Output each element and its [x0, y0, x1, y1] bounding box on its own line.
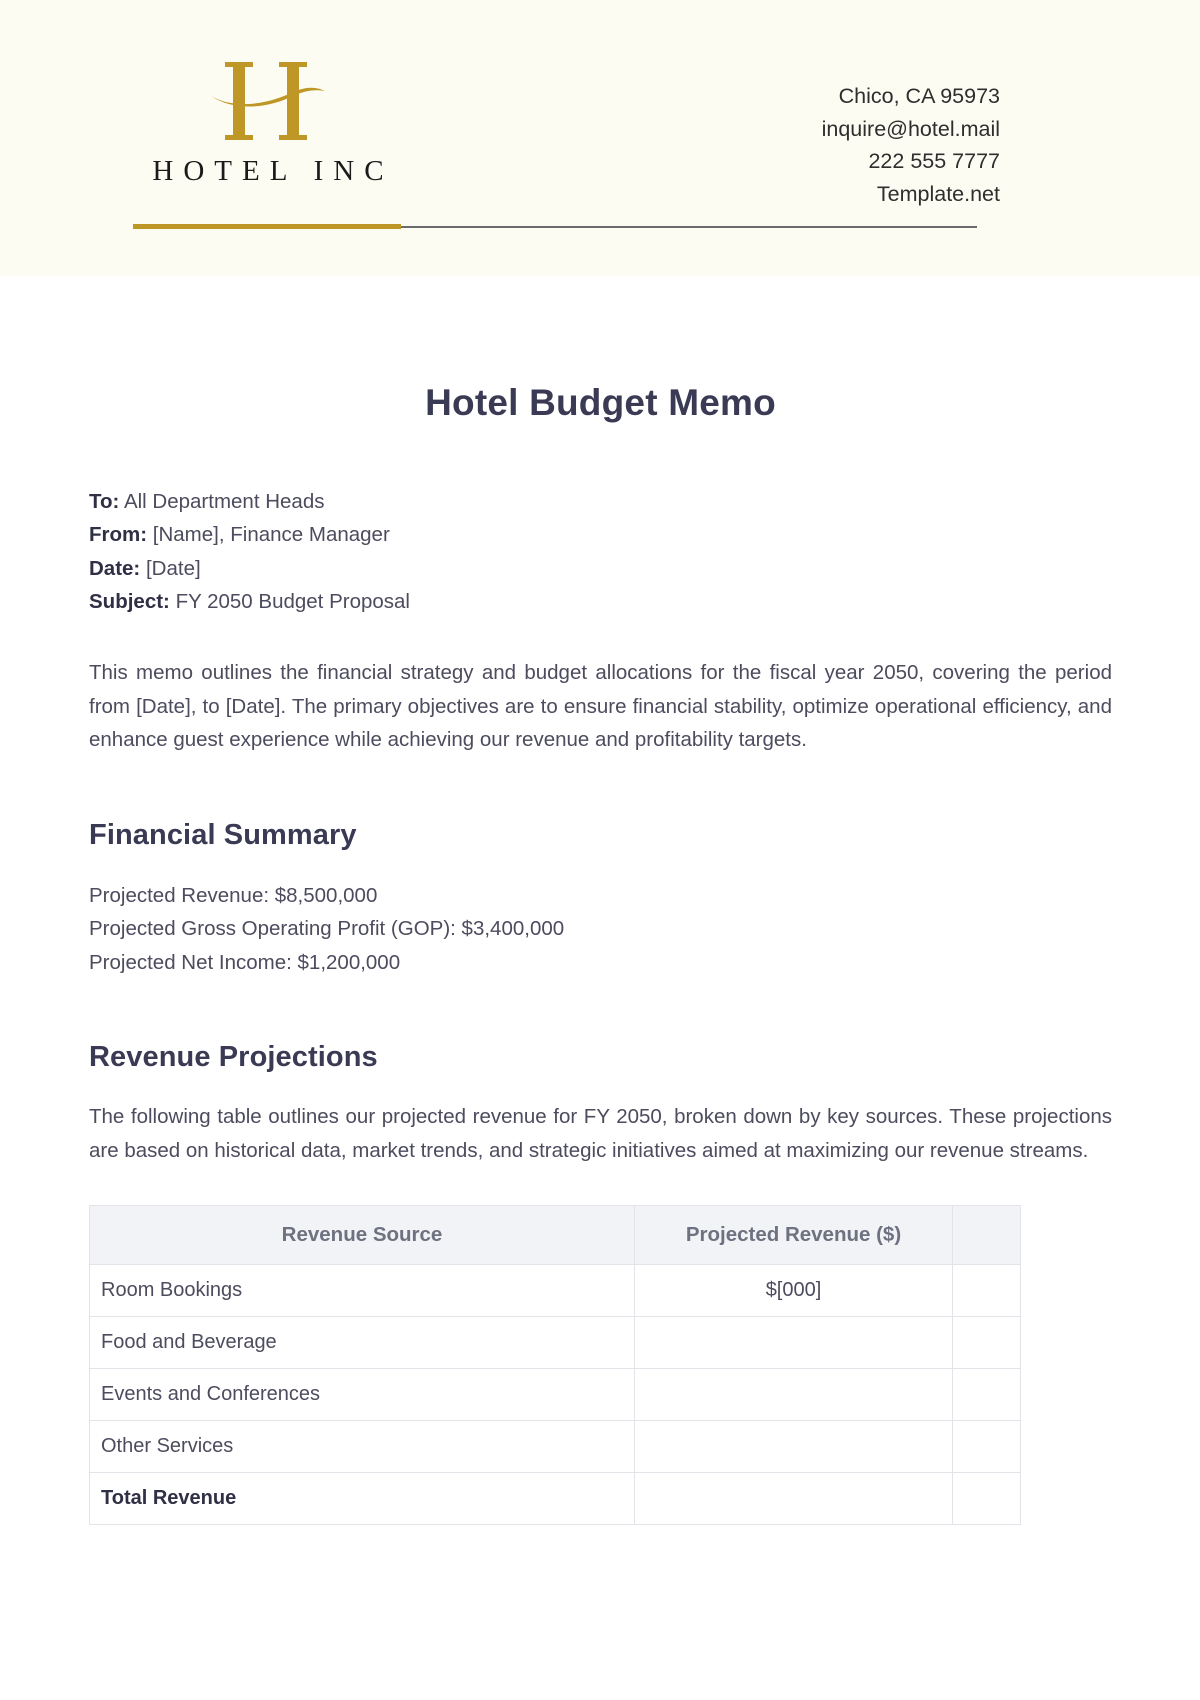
table-row: [90, 1317, 1021, 1369]
cell-revenue-source: Food and Beverage: [90, 1317, 635, 1369]
cell-projected-revenue: [635, 1421, 953, 1473]
financial-summary-lines: [89, 879, 1112, 980]
memo-field-to-label: To:: [89, 490, 120, 513]
hotel-monogram-icon: [209, 58, 327, 144]
table-body: [90, 1265, 1021, 1525]
letterhead-header: [0, 0, 1200, 276]
memo-field-subject: [89, 585, 1112, 618]
cell-spacer: [953, 1473, 1021, 1525]
memo-field-subject-label: Subject:: [89, 589, 170, 613]
table-row: [90, 1265, 1021, 1317]
summary-line-net-income: Projected Net Income: $1,200,000: [89, 950, 401, 974]
contact-block: [822, 80, 1000, 210]
contact-address: Chico, CA 95973: [838, 84, 1000, 108]
table-row: [90, 1369, 1021, 1421]
cell-revenue-source: Room Bookings: [90, 1265, 635, 1317]
memo-field-to-value: All Department Heads: [123, 490, 325, 513]
cell-revenue-source: Other Services: [90, 1421, 635, 1473]
page-title: Hotel Budget Memo: [425, 382, 776, 423]
intro-paragraph: This memo outlines the financial strategy and budget allocations for the fiscal year 2050, covering the period from [Date], to [Date]. The primary objectives are to ensure financial stability, optimize operational efficiency, and enhance guest experience while achieving our revenue and profitability targets.: [89, 661, 1112, 752]
cell-projected-revenue: [635, 1317, 953, 1369]
cell-projected-revenue: [635, 1369, 953, 1421]
column-header-revenue-source: Revenue Source: [90, 1206, 635, 1265]
cell-spacer: [953, 1369, 1021, 1421]
memo-field-date-value: [Date]: [145, 556, 201, 580]
company-logo: [133, 58, 403, 188]
cell-projected-revenue: $[000]: [635, 1265, 953, 1317]
memo-field-date: [89, 552, 1112, 585]
column-header-spacer: [953, 1206, 1021, 1265]
cell-total-label: Total Revenue: [90, 1473, 635, 1525]
memo-fields: [89, 485, 1112, 618]
column-header-projected-revenue: Projected Revenue ($): [635, 1206, 953, 1265]
revenue-projections-table: [89, 1205, 1021, 1525]
section-heading-revenue-projections: Revenue Projections: [89, 1041, 378, 1074]
memo-field-to: [89, 485, 1112, 518]
memo-field-subject-value: FY 2050 Budget Proposal: [175, 589, 410, 613]
memo-field-date-label: Date:: [89, 556, 141, 580]
cell-total-amount: [635, 1473, 953, 1525]
summary-line-projected-revenue: Projected Revenue: $8,500,000: [89, 883, 378, 907]
summary-line-gop: Projected Gross Operating Profit (GOP): $3,400,000: [89, 917, 565, 941]
memo-field-from: [89, 518, 1112, 551]
table-header-row: [90, 1206, 1021, 1265]
memo-field-from-value: [Name], Finance Manager: [152, 523, 390, 547]
document-body: [0, 382, 1200, 1525]
revenue-projections-paragraph: The following table outlines our projected revenue for FY 2050, broken down by key sources. These projections are based on historical data, market trends, and strategic initiatives aimed at maximizing our revenue streams.: [89, 1105, 1112, 1162]
contact-phone: 222 555 7777: [868, 149, 1000, 173]
cell-spacer: [953, 1421, 1021, 1473]
table-row-total: [90, 1473, 1021, 1525]
contact-email: inquire@hotel.mail: [821, 116, 1000, 141]
cell-revenue-source: Events and Conferences: [90, 1369, 635, 1421]
table-head: [90, 1206, 1021, 1265]
logo-wordmark: HOTEL INC: [152, 155, 394, 187]
memo-field-from-label: From:: [89, 523, 148, 547]
contact-website: Template.net: [876, 181, 1000, 206]
cell-spacer: [953, 1265, 1021, 1317]
section-heading-financial-summary: Financial Summary: [89, 818, 357, 851]
cell-spacer: [953, 1317, 1021, 1369]
gold-rule: [133, 224, 401, 229]
table-row: [90, 1421, 1021, 1473]
grey-rule: [401, 226, 977, 228]
